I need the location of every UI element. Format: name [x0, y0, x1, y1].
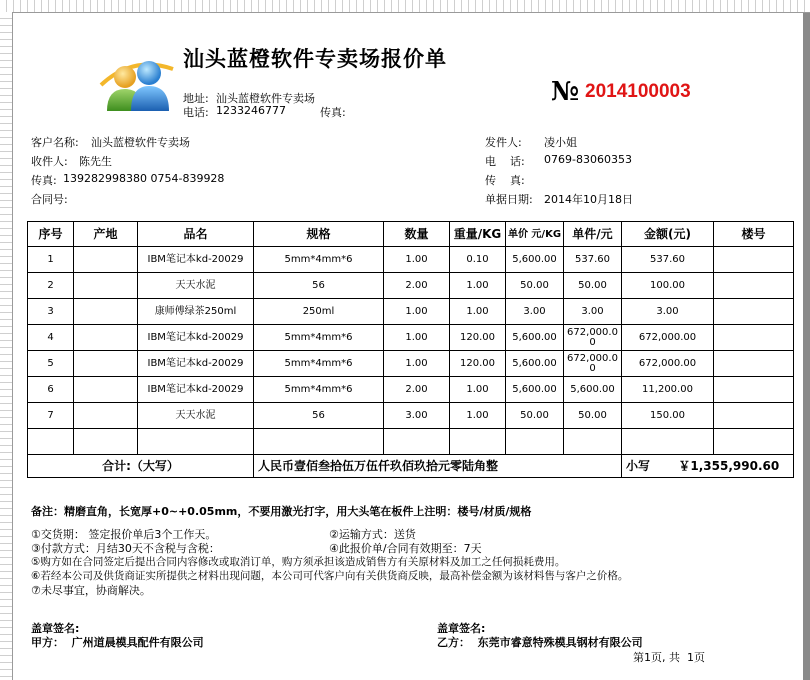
cell-weight: 1.00 [450, 377, 506, 403]
customer-fax-value: 139282998380 0754-839928 [63, 172, 225, 185]
cell-qty: 3.00 [384, 403, 450, 429]
quotation-page [13, 13, 803, 680]
horizontal-ruler [0, 0, 810, 13]
cell-spec: 5mm*4mm*6 [254, 377, 384, 403]
table-empty-row [28, 429, 794, 455]
empty-cell [622, 429, 714, 455]
party-a: 甲方： 广州道晨模具配件有限公司 [31, 636, 204, 649]
cell-spec: 5mm*4mm*6 [254, 247, 384, 273]
col-amount: 金额(元) [622, 222, 714, 247]
cell-qty: 1.00 [384, 247, 450, 273]
page-info: 第1页, 共 1页 [633, 651, 705, 664]
cell-unit: 50.00 [564, 273, 622, 299]
cell-qty: 2.00 [384, 273, 450, 299]
cell-spec: 5mm*4mm*6 [254, 351, 384, 377]
note-transport: ②运输方式：送货 [329, 528, 416, 541]
header-fax-label: 传真: [320, 106, 346, 119]
number-sign: № [551, 77, 580, 107]
cell-name: 天天水泥 [138, 403, 254, 429]
cell-name: IBM笔记本kd-20029 [138, 325, 254, 351]
total-words: 人民币壹佰叁拾伍万伍仟玖佰玖拾元零陆角整 [254, 455, 622, 478]
cell-building [714, 299, 794, 325]
cell-origin [74, 403, 138, 429]
sender-phone-label: 电 话: [485, 155, 525, 168]
cell-origin [74, 299, 138, 325]
cell-seq: 7 [28, 403, 74, 429]
empty-cell [138, 429, 254, 455]
col-unit: 单件/元 [564, 222, 622, 247]
cell-seq: 6 [28, 377, 74, 403]
note-validity: ④此报价单/合同有效期至：7天 [329, 542, 482, 555]
col-origin: 产地 [74, 222, 138, 247]
cell-unit: 5,600.00 [564, 377, 622, 403]
cell-price: 3.00 [506, 299, 564, 325]
cell-seq: 4 [28, 325, 74, 351]
empty-cell [254, 429, 384, 455]
col-spec: 规格 [254, 222, 384, 247]
items-table [27, 221, 794, 478]
cell-price: 50.00 [506, 403, 564, 429]
sender-value: 凌小姐 [544, 136, 577, 149]
empty-cell [506, 429, 564, 455]
col-seq: 序号 [28, 222, 74, 247]
cell-unit: 672,000.00 [564, 351, 622, 377]
customer-fax-label: 传真: [31, 174, 57, 187]
cell-unit: 3.00 [564, 299, 622, 325]
cell-name: IBM笔记本kd-20029 [138, 351, 254, 377]
sender-fax-label: 传 真: [485, 174, 525, 187]
cell-spec: 56 [254, 403, 384, 429]
cell-seq: 3 [28, 299, 74, 325]
cell-amount: 672,000.00 [622, 351, 714, 377]
cell-price: 5,600.00 [506, 247, 564, 273]
cell-spec: 250ml [254, 299, 384, 325]
cell-weight: 120.00 [450, 351, 506, 377]
subtotal-label-text: 小写 [626, 458, 651, 473]
table-row [28, 247, 794, 273]
empty-cell [714, 429, 794, 455]
table-row [28, 273, 794, 299]
table-header-row [28, 222, 794, 247]
cell-weight: 1.00 [450, 273, 506, 299]
cell-name: IBM笔记本kd-20029 [138, 247, 254, 273]
cell-price: 50.00 [506, 273, 564, 299]
receiver-label: 收件人: [31, 155, 68, 168]
address-label: 地址: [183, 92, 209, 105]
table-row [28, 403, 794, 429]
note-quality: ⑥若经本公司及供货商证实所提供之材料出现问题，本公司可代客户向有关供货商反映，最高补偿金额为该材料售与客户之价格。 [31, 570, 629, 582]
cell-name: 康师傅绿茶250ml [138, 299, 254, 325]
remark-text: 备注：精磨直角，长宽厚+0~+0.05mm，不要用激光打字，用大头笔在板件上注明：楼号/材质/规格 [31, 505, 532, 518]
date-value: 2014年10月18日 [544, 193, 633, 206]
cell-qty: 1.00 [384, 325, 450, 351]
cell-building [714, 351, 794, 377]
cell-origin [74, 377, 138, 403]
note-cancellation: ⑤购方如在合同签定后提出合同内容修改或取消订单，购方须承担该造成销售方有关原材料及加工之任何损耗费用。 [31, 556, 566, 568]
cell-qty: 1.00 [384, 299, 450, 325]
cell-building [714, 377, 794, 403]
cell-unit: 672,000.00 [564, 325, 622, 351]
cell-weight: 120.00 [450, 325, 506, 351]
empty-cell [450, 429, 506, 455]
cell-origin [74, 325, 138, 351]
empty-cell [74, 429, 138, 455]
col-building: 楼号 [714, 222, 794, 247]
cell-unit: 537.60 [564, 247, 622, 273]
cell-seq: 2 [28, 273, 74, 299]
col-price: 单价 元/KG [506, 222, 564, 247]
cell-building [714, 403, 794, 429]
cell-seq: 1 [28, 247, 74, 273]
messenger-people-icon [97, 45, 175, 115]
col-weight: 重量/KG [450, 222, 506, 247]
contract-label: 合同号: [31, 193, 68, 206]
total-row [28, 455, 794, 478]
cell-amount: 11,200.00 [622, 377, 714, 403]
customer-name-label: 客户名称: [31, 136, 79, 149]
table-row [28, 377, 794, 403]
cell-spec: 56 [254, 273, 384, 299]
cell-origin [74, 247, 138, 273]
table-row [28, 299, 794, 325]
cell-price: 5,600.00 [506, 377, 564, 403]
cell-building [714, 273, 794, 299]
cell-name: 天天水泥 [138, 273, 254, 299]
cell-amount: 537.60 [622, 247, 714, 273]
cell-qty: 2.00 [384, 377, 450, 403]
subtotal-cell [622, 455, 794, 478]
sender-phone-value: 0769-83060353 [544, 153, 632, 166]
col-qty: 数量 [384, 222, 450, 247]
right-seal-label: 盖章签名: [437, 622, 486, 635]
cell-seq: 5 [28, 351, 74, 377]
cell-amount: 150.00 [622, 403, 714, 429]
cell-weight: 0.10 [450, 247, 506, 273]
vertical-ruler [0, 12, 13, 680]
cell-building [714, 325, 794, 351]
empty-cell [384, 429, 450, 455]
total-label: 合计:（大写） [28, 455, 254, 478]
cell-spec: 5mm*4mm*6 [254, 325, 384, 351]
empty-cell [564, 429, 622, 455]
date-label: 单据日期: [485, 193, 533, 206]
subtotal-value: ￥1,355,990.60 [678, 458, 780, 473]
quotation-number: 2014100003 [585, 81, 691, 102]
cell-amount: 3.00 [622, 299, 714, 325]
party-b: 乙方： 东莞市睿意特殊模具钢材有限公司 [437, 636, 643, 649]
page-title: 汕头蓝橙软件专卖场报价单 [183, 46, 447, 71]
cell-origin [74, 273, 138, 299]
phone-value: 1233246777 [216, 104, 286, 117]
cell-unit: 50.00 [564, 403, 622, 429]
left-seal-label: 盖章签名: [31, 622, 80, 635]
col-name: 品名 [138, 222, 254, 247]
phone-label: 电话: [183, 106, 209, 119]
cell-name: IBM笔记本kd-20029 [138, 377, 254, 403]
address-value: 汕头蓝橙软件专卖场 [216, 92, 315, 105]
cell-building [714, 247, 794, 273]
cell-amount: 672,000.00 [622, 325, 714, 351]
cell-qty: 1.00 [384, 351, 450, 377]
cell-price: 5,600.00 [506, 351, 564, 377]
note-delivery: ①交货期： 签定报价单后3个工作天。 [31, 528, 217, 541]
table-row [28, 351, 794, 377]
sender-label: 发件人: [485, 136, 522, 149]
cell-origin [74, 351, 138, 377]
note-other: ⑦未尽事宜，协商解决。 [31, 584, 151, 597]
customer-name-value: 汕头蓝橙软件专卖场 [91, 136, 190, 149]
note-payment: ③付款方式：月结30天不含税与含税： [31, 542, 220, 555]
cell-amount: 100.00 [622, 273, 714, 299]
cell-weight: 1.00 [450, 403, 506, 429]
cell-price: 5,600.00 [506, 325, 564, 351]
cell-weight: 1.00 [450, 299, 506, 325]
empty-cell [28, 429, 74, 455]
table-row [28, 325, 794, 351]
receiver-value: 陈先生 [79, 155, 112, 168]
